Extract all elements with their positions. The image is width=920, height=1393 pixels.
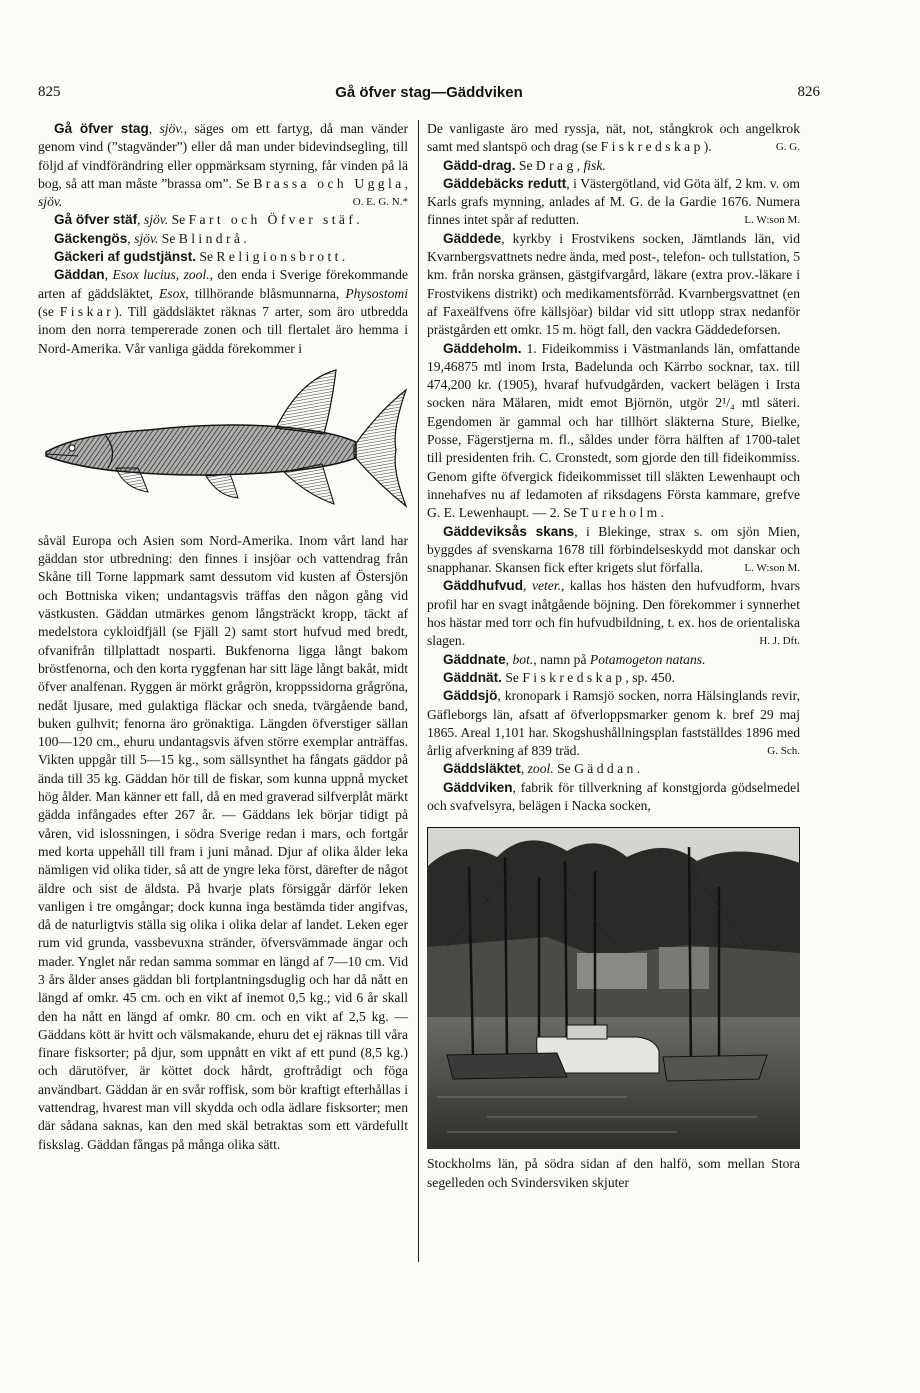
author-signature: H. J. Dft.	[759, 635, 800, 648]
cross-reference: Religionsbrott.	[216, 249, 349, 265]
headword: Gäddnate	[443, 651, 506, 667]
column-divider	[418, 120, 419, 1262]
entry-gaddnat: Gäddnät. Se Fiskredskap, sp. 450.	[443, 669, 675, 685]
headword: Gäddnät.	[443, 669, 502, 685]
cross-reference: Fiskredskap	[522, 669, 626, 685]
harbour-photograph	[427, 827, 800, 1149]
entry-gaddede: Gäddede, kyrkby i Frostvikens socken, Jämtlands län, vid Kvarnbergsvattnets nedre ända, med post-, telefon- och tullstation, 5 km. från norska gränsen, gästgifvargård, läkare (extra prov.-läkare i Frostvikens distrikt) och medikamentsförråd. Kvarnbergsvattnet (en af Faxeälfvens öfre källsjöar) bildar vid sitt utlopp strax nedanför prästgården ett omkr. 15 m. högt fall, den vackra Gäddedeforsen.	[427, 230, 800, 338]
entry-gaddebacks-redutt: Gäddebäcks redutt, i Västergötland, vid Göta älf, 2 km. v. om Karls grafs mynning, anlades af M. G. de la Gardie 1676. Numera finnes intet spår af redutten. L. W:son M.	[427, 175, 800, 230]
entry-gaddeviksas-skans: Gäddeviksås skans, i Blekinge, strax s. om sjön Mien, byggdes af svenskarna 1678 till förbindelseskydd mot danskar och snapphanar. Skansen fick efter krigets slut förfalla. L. W:son M.	[427, 523, 800, 578]
author-signature: G. G.	[775, 141, 800, 154]
entry-gaddslaktet: Gäddsläktet, zool. Se Gäddan.	[443, 761, 644, 777]
page-number-left: 825	[38, 84, 61, 100]
cross-reference: Fiskar	[59, 303, 115, 319]
entry-gaddan-continued: såväl Europa och Asien som Nord-Amerika. Inom vårt land har gäddan stor utbredning: den finnes i insjöar och vattendrag från Skåne till Torne lappmark samt dessutom vid kusten af Östersjön och Bottniska viken; undantagsvis träffas den någon gång vid västkusten. Gäddan utmärkes genom långsträckt kropp, täckt af medelstora cykloidfjäll (se Fjäll 2) samt stort hufvud med bredt, ofvanifrån tillplattadt nosparti. Bukfenorna ligga långt bakom bröstfenorna, och den korta ryggfenan har sitt läge långt bakåt, midt öfver analfenan. Ryggen är mörkt grågrön, kroppssidorna grågröna, nedåt ljusare, med gulaktiga fläckar och sneda, tvärgående band, buken gulhvit; fenorna äro grönaktiga. Längden öfverstiger sällan 100—120 cm., ehuru undantagsvis äfven större exemplar anträffas. Vikten uppgår till 5—15 kg., som sällsynthet ha fångats gäddor på ända till 35 kg. Gäddan hör till de fiskar, som kunna uppnå mycket hög ålder. Man känner ett fall, då en med graverad silfverplåt märkt gädda infångades efter 267 år. — Gäddans lek börjar tidigt på våren, vid islossningen, i södra Sverige redan i mars, och fortgår med korta uppehåll till fram i juni månad. Djur af olika ålder leka nämligen vid olika tider, så att de yngre leka först, därefter de något äldre och sist de äldsta. På hvarje plats försiggår därför leken vanligen i tre omgångar; dock kunna inga bestämda tider angifvas, då de naturligtvis ställa sig olika i olika delar af landet. Leken eger rum vid grunda, vassbevuxna stränder, öfversvämmade ängar och mader. Ynglet når redan samma sommar en längd af 7—10 cm. Vid 3 års ålder anses gäddan bli fortplantningsduglig och har då nått en längd af omkr. 45 cm. och en vikt af inemot 0,5 kg.; vid 6 år skall den ha nått en längd af omkr. 80 cm. och en vikt af 2,5 kg. — Gäddans kött är hvitt och välsmakande, ehuru det ej räknas till våra finare fisksorter; på djur, som uppnått en vikt af ett pund (8,5 kg.) och därutöfver, är köttet dock hårdt, groftrådigt och föga användbart. Gäddan är en svår roffisk, som bör kraftigt efterhållas i vattendrag, hvarest man vill skydda och odla ädlare fisksorter; men där sådana saknas, kan den med skäl betraktas som ett värdefullt fiskslag. Gäddan fångas på många olika sätt.	[38, 532, 408, 1152]
headword: Gäddsjö	[443, 688, 498, 704]
cross-reference: Fiskredskap	[600, 139, 704, 155]
headword: Gäddebäcks redutt	[443, 175, 567, 191]
entry-gaddviken: Gäddviken, fabrik för tillverkning af konstgjorda gödselmedel och svafvelsyra, belägen i Nacka socken,	[427, 779, 800, 813]
author-signature: L. W:son M.	[744, 562, 800, 575]
cross-reference: Tureholm.	[580, 505, 668, 521]
headword: Gäddhufvud	[443, 578, 524, 594]
entry-gaddviken-continued: Stockholms län, på södra sidan af den halfö, som mellan Stora segelleden och Svindersviken skjuter	[427, 1156, 800, 1190]
running-title: Gå öfver stag—Gäddviken	[335, 84, 523, 101]
headword: Gå öfver stag	[54, 121, 149, 136]
headword: Gå öfver stäf	[54, 212, 138, 228]
headword: Gädd-drag.	[443, 157, 516, 173]
headword: Gäddviken	[443, 779, 513, 795]
page-header	[38, 84, 820, 108]
entry-gackengos: Gäckengös, sjöv. Se Blindrå.	[54, 230, 251, 246]
entry-gackeri: Gäckeri af gudstjänst. Se Religionsbrott.	[54, 249, 349, 265]
entry-gaddnate: Gäddnate, bot., namn på Potamogeton natans.	[443, 651, 706, 667]
cross-reference: Brassa och Uggla	[253, 175, 405, 191]
cross-reference: Blindrå.	[178, 230, 251, 246]
entry-gaddeholm: Gäddeholm. 1. Fideikommiss i Västmanlands län, omfattande 19,46875 mtl inom Irsta, Badelunda och Kärrbo socknar, tax. till 474,200 kr. (1905), hvaraf hufvudgården, vackert belägen i Irsta socken nära Mälaren, midt emot Björnön, utgör 2¹/₄ mtl säteri. Egendomen är gammal och har tillhört släkterna Sture, Bielke, Posse, Fägerstjerna m. fl., såldes under förra hälften af 1700-talet till presidenten frih. C. Cronstedt, som gjorde den till fideikommiss. Genom gifte öfvergick fideikommisset till släkten Lewenhaupt och innehafves nu af ledamoten af riksdagens Första kammare, grefve G. E. Lewenhaupt. — 2. Se Tureholm.	[427, 340, 800, 521]
column-right	[427, 120, 800, 1192]
entry-gaddsjo: Gäddsjö, kronopark i Ramsjö socken, norra Hälsinglands revir, Gäfleborgs län, afsatt af öfverloppsmarker genom k. bref 29 maj 1865. Areal 1,101 har. Skogshushållningsplan fastställdes 1896 med årlig afverkning af 839 träd. G. Sch.	[427, 687, 800, 760]
entry-ga-ofver-staf: Gå öfver stäf, sjöv. Se Fart och Öfver stäf.	[54, 212, 364, 228]
headword: Gäddeholm.	[443, 340, 522, 356]
author-signature: L. W:son M.	[744, 214, 800, 227]
author-signature: G. Sch.	[767, 745, 800, 758]
entry-gaddhufvud: Gäddhufvud, veter., kallas hos hästen den hufvudform, hvars profil har en svagt inåtgående böjning. Den förekommer i synnerhet hos hästar med torr och fin hufvudbildning, t. ex. hos de orientaliska slagen. H. J. Dft.	[427, 577, 800, 650]
page-number-right: 826	[797, 84, 820, 100]
entry-gaddan-end: De vanligaste äro med ryssja, nät, not, stångkrok och angelkrok samt med slantspö och drag (se Fiskredskap). G. G.	[427, 120, 800, 157]
entry-gadd-drag: Gädd-drag. Se Drag, fisk.	[443, 157, 606, 173]
headword: Gäddsläktet	[443, 761, 521, 777]
headword: Gäckeri af gudstjänst.	[54, 249, 197, 265]
pike-illustration	[38, 364, 408, 524]
headword: Gäddede	[443, 230, 502, 246]
headword: Gäckengös	[54, 230, 128, 246]
cross-reference: Gäddan.	[574, 761, 644, 777]
cross-reference: Drag	[535, 157, 577, 173]
author-signature: O. E. G. N.*	[352, 196, 408, 209]
column-left	[38, 120, 408, 1154]
headword: Gäddeviksås skans	[443, 523, 575, 539]
entry-ga-ofver-stag: Gå öfver stag, sjöv., säges om ett fartyg, då man vänder genom vind (”stagvänder”) eller då man under bidevindsegling, till följd af vindförändring eller oppmärksam styrning, får vinden på lä bog, så att man måste ”brassa om”. Se Brassa och Uggla, sjöv. O. E. G. N.*	[38, 120, 408, 211]
entry-gaddan: Gäddan, Esox lucius, zool., den enda i Sverige förekommande arten af gäddsläktet, Esox, tillhörande blåsmunnarna, Physostomi (se Fiskar). Till gäddsläktet räknas 7 arter, som äro utbredda inom den norra tempererade zonen och till flertalet äro hemma i Nord-Amerika. Vår vanliga gädda förekommer i	[38, 267, 409, 356]
cross-reference: Fart och Öfver stäf.	[188, 212, 364, 228]
headword: Gäddan	[54, 267, 105, 283]
